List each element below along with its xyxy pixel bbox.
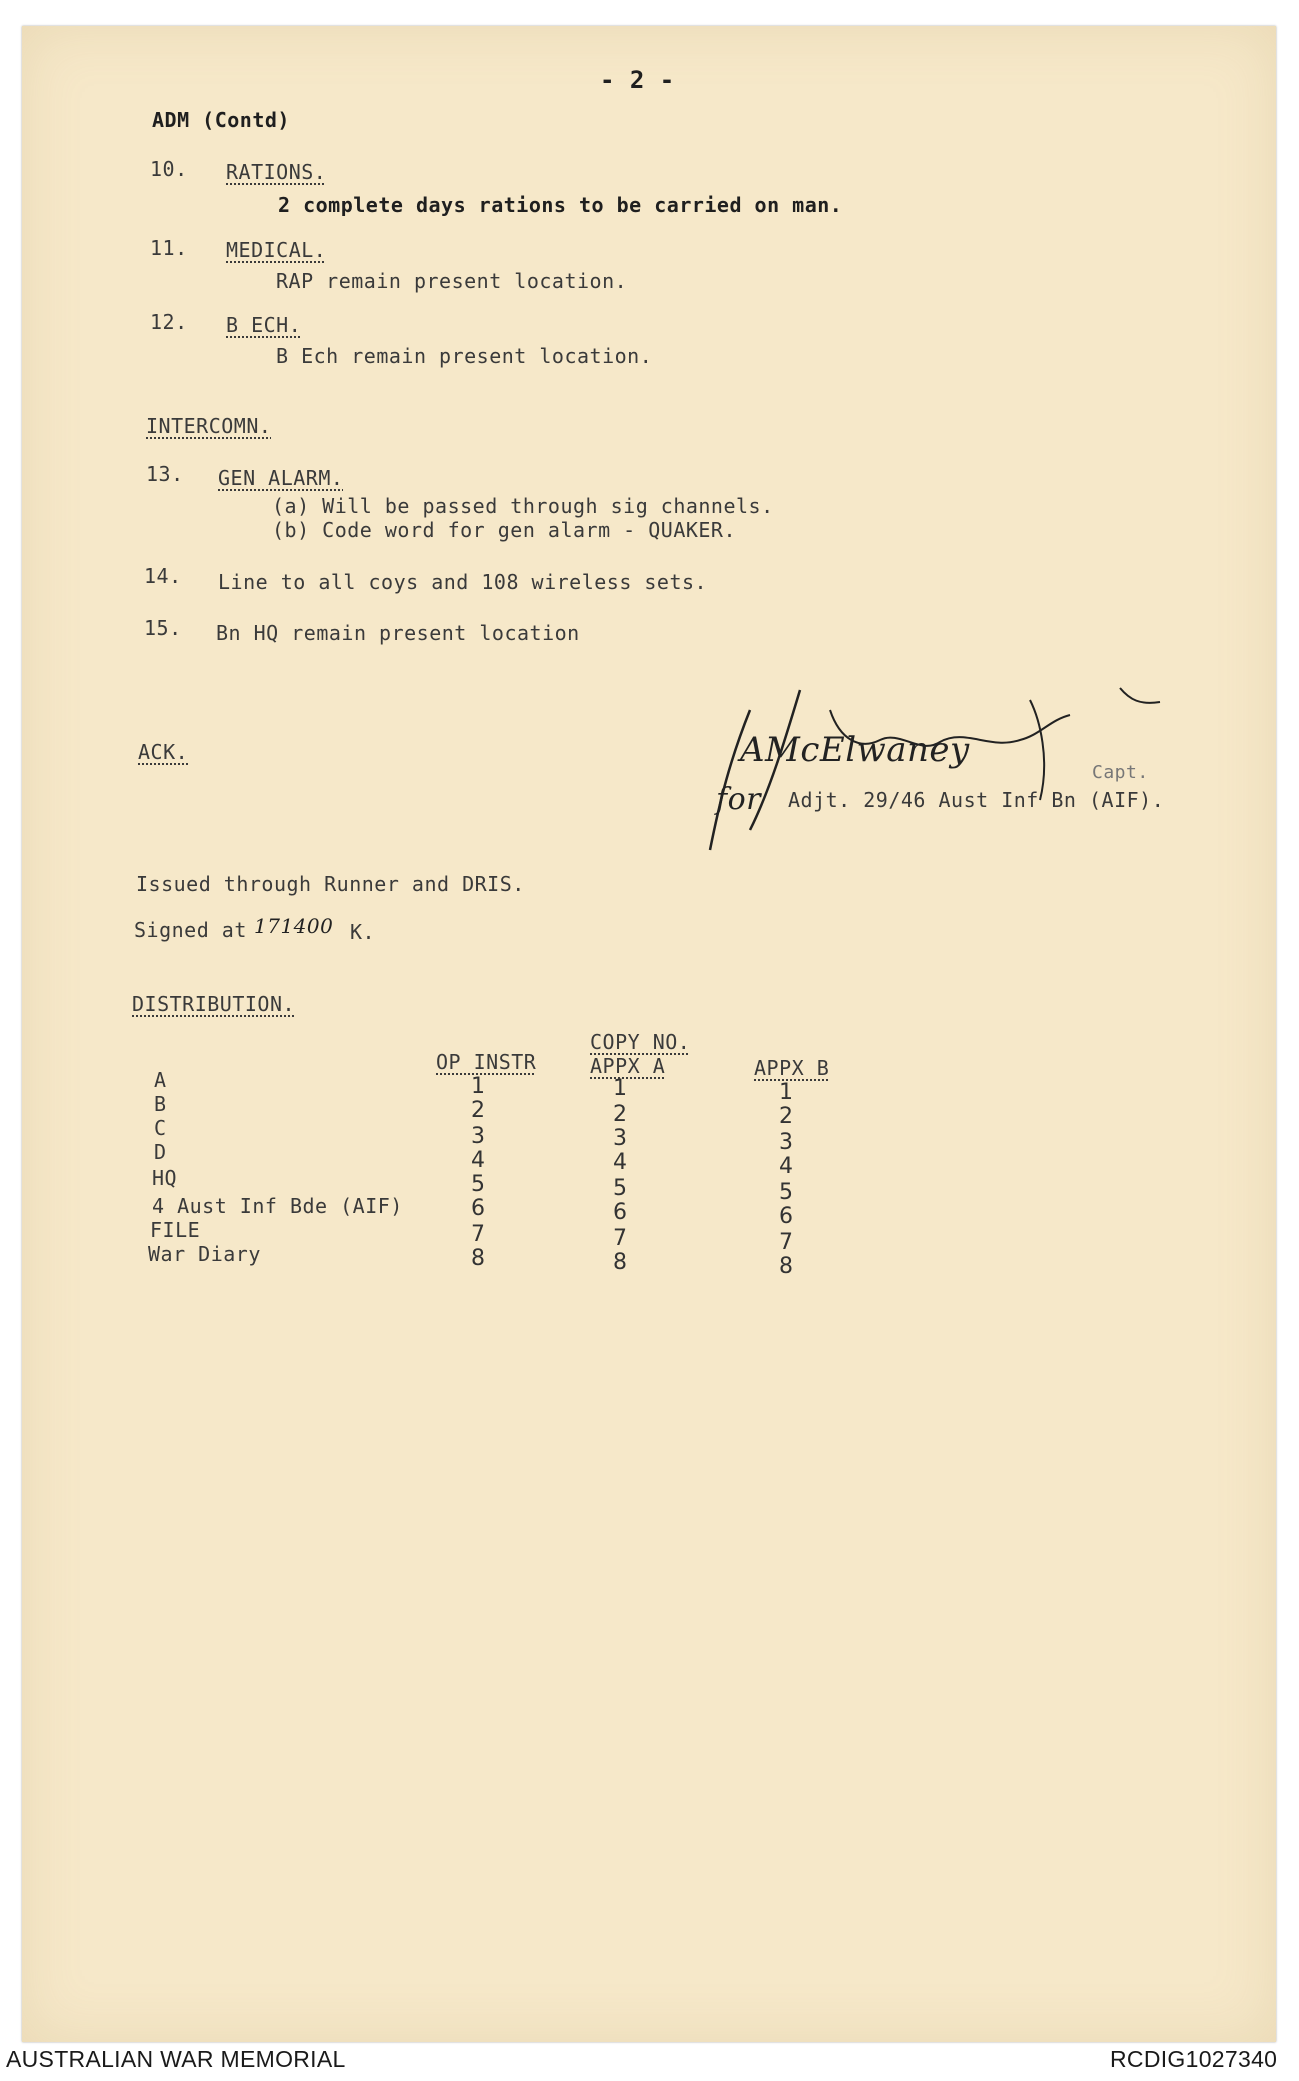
distribution-heading: DISTRIBUTION. xyxy=(132,992,296,1016)
item-12-body: B Ech remain present location. xyxy=(276,344,653,368)
dist-row-a: 4 xyxy=(613,1150,627,1175)
item-13-b: (b) Code word for gen alarm - QUAKER. xyxy=(272,518,737,542)
dist-row-b: 4 xyxy=(779,1154,793,1179)
item-11-body: RAP remain present location. xyxy=(276,269,628,293)
item-13-a: (a) Will be passed through sig channels. xyxy=(272,494,774,518)
dist-row-op: 4 xyxy=(471,1148,485,1173)
dist-row-op: 7 xyxy=(471,1222,485,1247)
dist-row-a: 6 xyxy=(613,1200,627,1225)
item-13-number: 13. xyxy=(146,462,184,486)
dist-row-b: 3 xyxy=(779,1130,793,1155)
dist-row-name: B xyxy=(154,1092,167,1116)
dist-row-a: 5 xyxy=(613,1176,627,1201)
signature-rank: Capt. xyxy=(1092,762,1149,783)
dist-row-name: 4 Aust Inf Bde (AIF) xyxy=(152,1194,403,1218)
signature-appointment: Adjt. 29/46 Aust Inf Bn (AIF). xyxy=(788,788,1165,812)
dist-row-a: 1 xyxy=(613,1076,627,1101)
item-10-title: RATIONS. xyxy=(226,160,327,184)
dist-row-op: 5 xyxy=(471,1172,485,1197)
signature-handwritten-for: for xyxy=(716,782,762,817)
heading-intercomn: INTERCOMN. xyxy=(146,414,272,438)
col-op-instr: OP INSTR xyxy=(436,1050,537,1074)
page-number: - 2 - xyxy=(600,66,675,94)
dist-row-name: FILE xyxy=(150,1218,201,1242)
dist-row-op: 1 xyxy=(471,1074,485,1099)
dist-row-a: 3 xyxy=(613,1126,627,1151)
dist-row-a: 8 xyxy=(613,1250,627,1275)
item-14-body: Line to all coys and 108 wireless sets. xyxy=(218,570,708,594)
item-15-number: 15. xyxy=(144,616,182,640)
signed-label: Signed at xyxy=(134,918,247,942)
item-10-number: 10. xyxy=(150,157,188,181)
dist-row-b: 7 xyxy=(779,1230,793,1255)
item-11-title: MEDICAL. xyxy=(226,238,327,262)
dist-row-name: War Diary xyxy=(148,1242,261,1266)
col-appx-a: APPX A xyxy=(590,1054,666,1078)
signed-time: 171400 xyxy=(254,914,334,938)
issued-line: Issued through Runner and DRIS. xyxy=(136,872,525,896)
col-appx-b: APPX B xyxy=(754,1056,830,1080)
dist-row-name: A xyxy=(154,1068,167,1092)
item-11-number: 11. xyxy=(150,236,188,260)
dist-row-name: C xyxy=(154,1116,167,1140)
footer-institution: AUSTRALIAN WAR MEMORIAL xyxy=(6,2046,346,2072)
dist-row-name: D xyxy=(154,1140,167,1164)
item-13-title: GEN ALARM. xyxy=(218,466,344,490)
item-12-number: 12. xyxy=(150,310,188,334)
item-14-number: 14. xyxy=(144,564,182,588)
dist-row-op: 6 xyxy=(471,1196,485,1221)
signature-handwritten-name: AMcElwaney xyxy=(740,730,970,770)
item-10-body: 2 complete days rations to be carried on man. xyxy=(278,193,843,217)
dist-row-b: 5 xyxy=(779,1180,793,1205)
distribution-copy-no: COPY NO. xyxy=(590,1030,691,1054)
dist-row-a: 2 xyxy=(613,1102,627,1127)
item-12-title: B ECH. xyxy=(226,313,302,337)
dist-row-op: 3 xyxy=(471,1124,485,1149)
dist-row-b: 1 xyxy=(779,1080,793,1105)
dist-row-name: HQ xyxy=(152,1166,178,1190)
footer-record-id: RCDIG1027340 xyxy=(1110,2046,1278,2072)
dist-row-b: 6 xyxy=(779,1204,793,1229)
ack-label: ACK. xyxy=(138,740,189,764)
heading-adm: ADM (Contd) xyxy=(152,108,290,132)
dist-row-op: 8 xyxy=(471,1246,485,1271)
item-15-body: Bn HQ remain present location xyxy=(216,621,580,645)
dist-row-b: 8 xyxy=(779,1254,793,1279)
dist-row-a: 7 xyxy=(613,1226,627,1251)
dist-row-op: 2 xyxy=(471,1098,485,1123)
dist-row-b: 2 xyxy=(779,1104,793,1129)
signed-suffix: K. xyxy=(350,920,376,944)
